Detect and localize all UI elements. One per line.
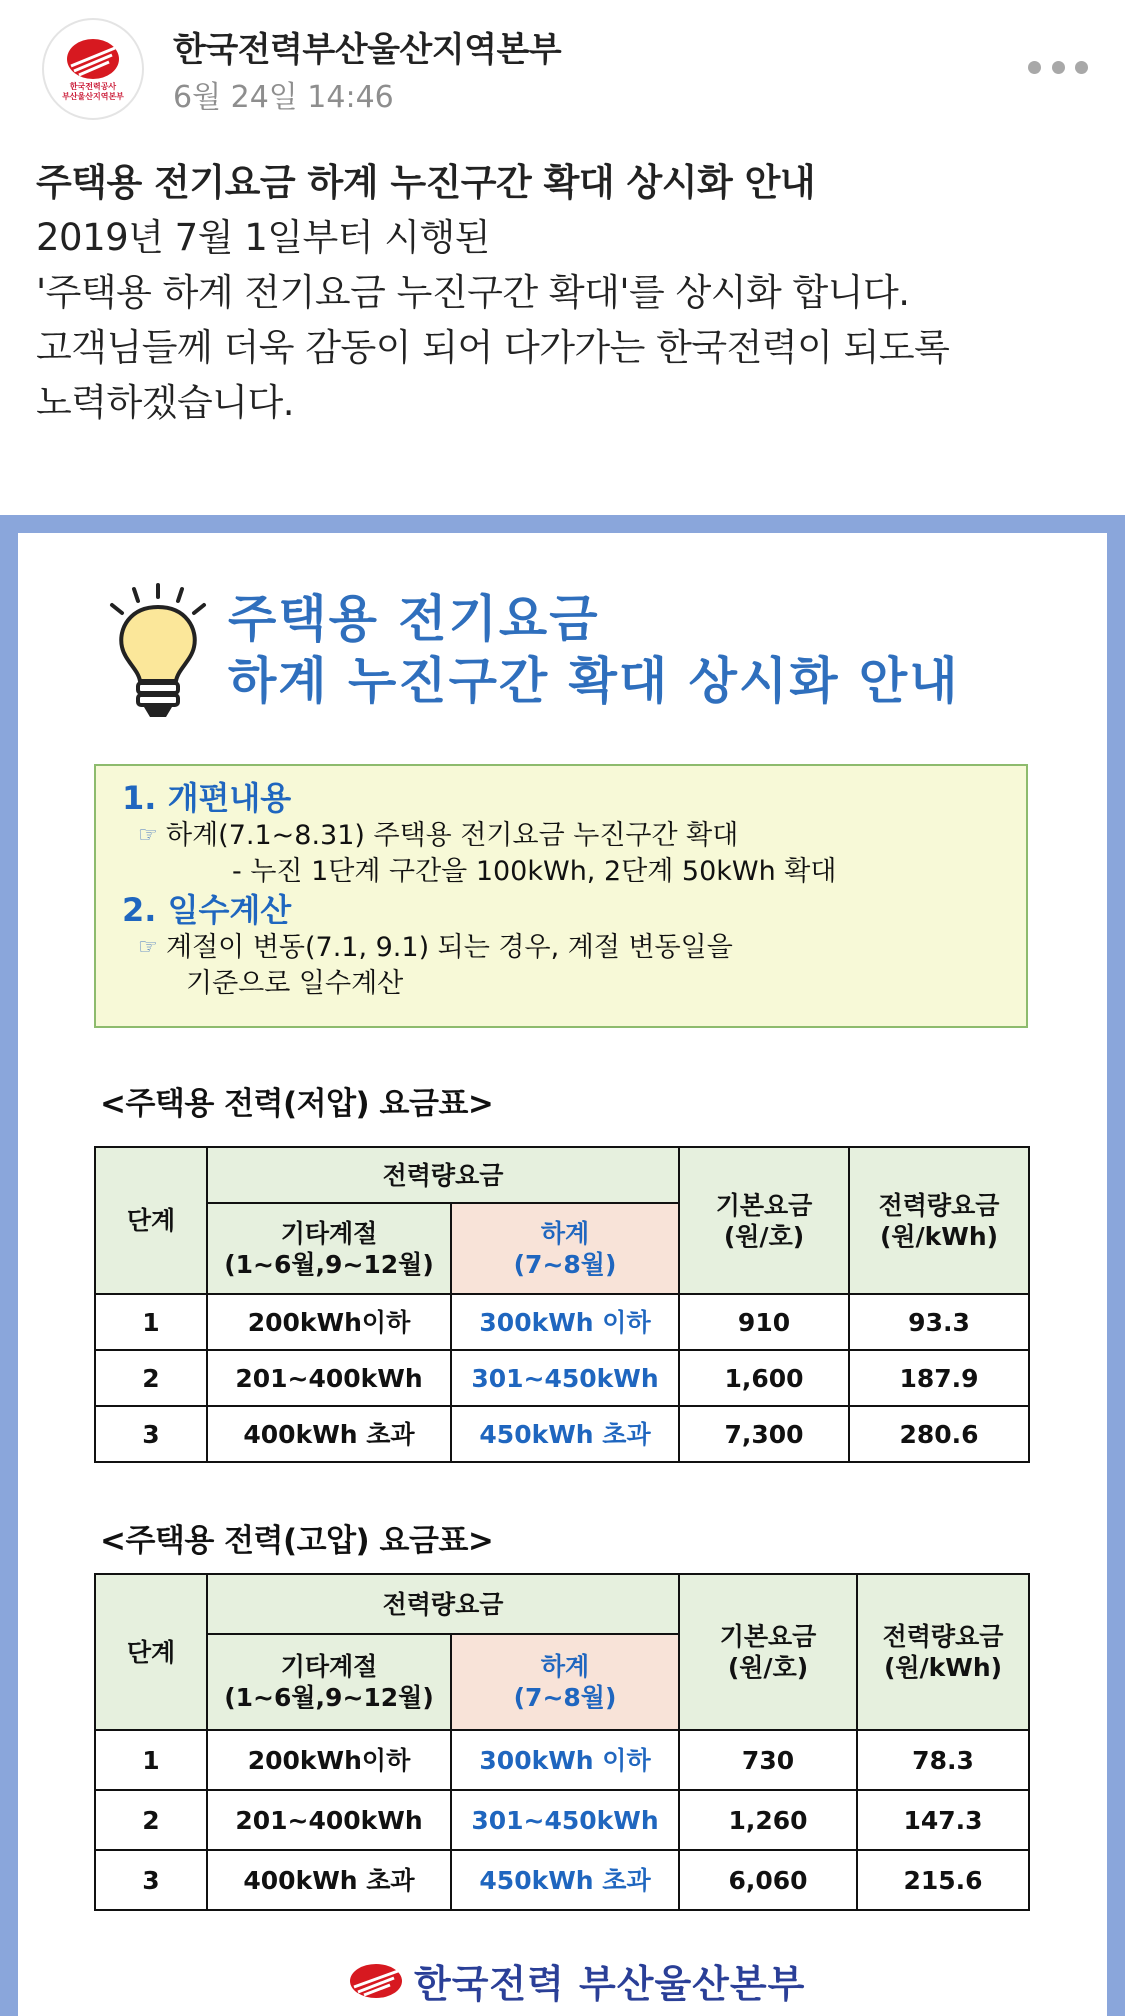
- post-line: 2019년 7월 1일부터 시행된: [36, 216, 490, 259]
- post-header: [0, 0, 1125, 140]
- post-timestamp: 6월 24일 14:46: [173, 80, 394, 115]
- cell-summer: 301~450kWh: [451, 1350, 679, 1406]
- cell-summer: 300kWh 이하: [451, 1730, 679, 1790]
- cell-stage: 1: [95, 1730, 207, 1790]
- header-unit-charge-unit: (원/kWh): [883, 1653, 1003, 1682]
- header-energy-charge: 전력량요금: [207, 1147, 679, 1203]
- header-unit-charge-unit: (원/kWh): [879, 1221, 999, 1251]
- cell-unit-charge: 93.3: [849, 1294, 1029, 1350]
- footer-brand-name: 한국전력 부산울산본부: [414, 1962, 806, 2006]
- cell-stage: 3: [95, 1406, 207, 1462]
- header-base-charge-unit: (원/호): [723, 1221, 805, 1251]
- cell-base-charge: 6,060: [679, 1850, 857, 1910]
- pointing-hand-icon: ☞: [138, 823, 158, 848]
- post-line: 고객님들께 더욱 감동이 되어 다가가는 한국전력이 되도록: [36, 326, 950, 369]
- header-unit-charge: [849, 1147, 1029, 1294]
- header-base-charge-unit: (원/호): [727, 1653, 809, 1682]
- post-line: 노력하겠습니다.: [36, 381, 294, 424]
- avatar-caption-line1: 한국전력공사: [69, 82, 117, 91]
- table-row: [95, 1730, 1029, 1790]
- more-horizontal-icon: [1052, 61, 1065, 74]
- notice-headline: [228, 588, 960, 712]
- header-stage: 단계: [95, 1147, 207, 1294]
- header-base-charge-label: 기본요금: [719, 1622, 817, 1651]
- cell-unit-charge: 147.3: [857, 1790, 1029, 1850]
- cell-base-charge: 1,600: [679, 1350, 849, 1406]
- cell-base-charge: 1,260: [679, 1790, 857, 1850]
- post-image[interactable]: [0, 515, 1125, 2016]
- kepco-logo-icon: [65, 36, 121, 82]
- section2-line1: 계절이 변동(7.1, 9.1) 되는 경우, 계절 변동일을: [166, 932, 733, 963]
- more-horizontal-icon: [1075, 61, 1088, 74]
- notice-headline-line2: 하계 누진구간 확대 상시화 안내: [228, 652, 960, 710]
- high-voltage-rate-table: [94, 1573, 1030, 1911]
- section1-line1: 하계(7.1~8.31) 주택용 전기요금 누진구간 확대: [166, 820, 739, 851]
- cell-unit-charge: 78.3: [857, 1730, 1029, 1790]
- footer-brand: [348, 1953, 805, 2008]
- cell-stage: 1: [95, 1294, 207, 1350]
- cell-unit-charge: 187.9: [849, 1350, 1029, 1406]
- header-unit-charge-label: 전력량요금: [878, 1190, 1000, 1220]
- header-other-season-range: (1~6월,9~12월): [224, 1683, 434, 1712]
- cell-base-charge: 7,300: [679, 1406, 849, 1462]
- header-other-season: [207, 1203, 451, 1294]
- cell-unit-charge: 215.6: [857, 1850, 1029, 1910]
- header-summer-range: (7~8월): [513, 1249, 617, 1279]
- kepco-logo-icon: [348, 1962, 404, 2000]
- low-voltage-rate-table: [94, 1146, 1030, 1463]
- cell-stage: 2: [95, 1350, 207, 1406]
- header-summer-range: (7~8월): [513, 1683, 617, 1712]
- header-energy-charge: 전력량요금: [207, 1574, 679, 1634]
- cell-summer: 301~450kWh: [451, 1790, 679, 1850]
- section1-title: 1. 개편내용: [122, 779, 292, 817]
- cell-summer: 300kWh 이하: [451, 1294, 679, 1350]
- header-base-charge: [679, 1147, 849, 1294]
- light-bulb-icon: [100, 583, 220, 723]
- notice-sheet: [18, 533, 1107, 2016]
- header-summer: [451, 1203, 679, 1294]
- header-summer-label: 하계: [540, 1218, 590, 1248]
- cell-stage: 3: [95, 1850, 207, 1910]
- cell-other-season: 400kWh 초과: [207, 1850, 451, 1910]
- cell-other-season: 400kWh 초과: [207, 1406, 451, 1462]
- header-stage: 단계: [95, 1574, 207, 1730]
- table-row: [95, 1406, 1029, 1462]
- author-name[interactable]: 한국전력부산울산지역본부: [173, 30, 562, 70]
- low-voltage-table-title: <주택용 전력(저압) 요금표>: [100, 1086, 494, 1122]
- high-voltage-table-title: <주택용 전력(고압) 요금표>: [100, 1523, 494, 1559]
- cell-summer: 450kWh 초과: [451, 1406, 679, 1462]
- table-row: [95, 1294, 1029, 1350]
- more-horizontal-icon: [1028, 61, 1041, 74]
- table-row: [95, 1850, 1029, 1910]
- post-title: 주택용 전기요금 하계 누진구간 확대 상시화 안내: [36, 161, 816, 204]
- cell-unit-charge: 280.6: [849, 1406, 1029, 1462]
- post-text: [36, 155, 1096, 430]
- avatar-caption: [62, 82, 124, 102]
- cell-other-season: 201~400kWh: [207, 1790, 451, 1850]
- header-unit-charge-label: 전력량요금: [882, 1622, 1004, 1651]
- avatar-caption-line2: 부산울산지역본부: [62, 92, 124, 101]
- header-other-season-label: 기타계절: [280, 1218, 378, 1248]
- notice-headline-line1: 주택용 전기요금: [228, 590, 600, 648]
- cell-other-season: 200kWh이하: [207, 1294, 451, 1350]
- cell-other-season: 200kWh이하: [207, 1730, 451, 1790]
- header-other-season-range: (1~6월,9~12월): [224, 1249, 434, 1279]
- header-base-charge: [679, 1574, 857, 1730]
- more-options-button[interactable]: [1028, 56, 1088, 78]
- header-other-season-label: 기타계절: [280, 1652, 378, 1681]
- cell-stage: 2: [95, 1790, 207, 1850]
- header-summer: [451, 1634, 679, 1730]
- table-row: [95, 1350, 1029, 1406]
- section2-title: 2. 일수계산: [122, 891, 292, 929]
- cell-summer: 450kWh 초과: [451, 1850, 679, 1910]
- cell-base-charge: 730: [679, 1730, 857, 1790]
- section2-item: [122, 930, 1000, 966]
- section2-line2: 기준으로 일수계산: [186, 968, 404, 999]
- section1-item: [122, 818, 1000, 854]
- avatar[interactable]: [42, 18, 144, 120]
- cell-other-season: 201~400kWh: [207, 1350, 451, 1406]
- section1-subitem: - 누진 1단계 구간을 100kWh, 2단계 50kWh 확대: [232, 856, 837, 887]
- header-unit-charge: [857, 1574, 1029, 1730]
- change-summary-box: [94, 764, 1028, 1028]
- table-row: [95, 1790, 1029, 1850]
- pointing-hand-icon: ☞: [138, 935, 158, 960]
- header-base-charge-label: 기본요금: [715, 1190, 813, 1220]
- cell-base-charge: 910: [679, 1294, 849, 1350]
- post-line: '주택용 하계 전기요금 누진구간 확대'를 상시화 합니다.: [36, 271, 910, 314]
- header-other-season: [207, 1634, 451, 1730]
- header-summer-label: 하계: [540, 1652, 590, 1681]
